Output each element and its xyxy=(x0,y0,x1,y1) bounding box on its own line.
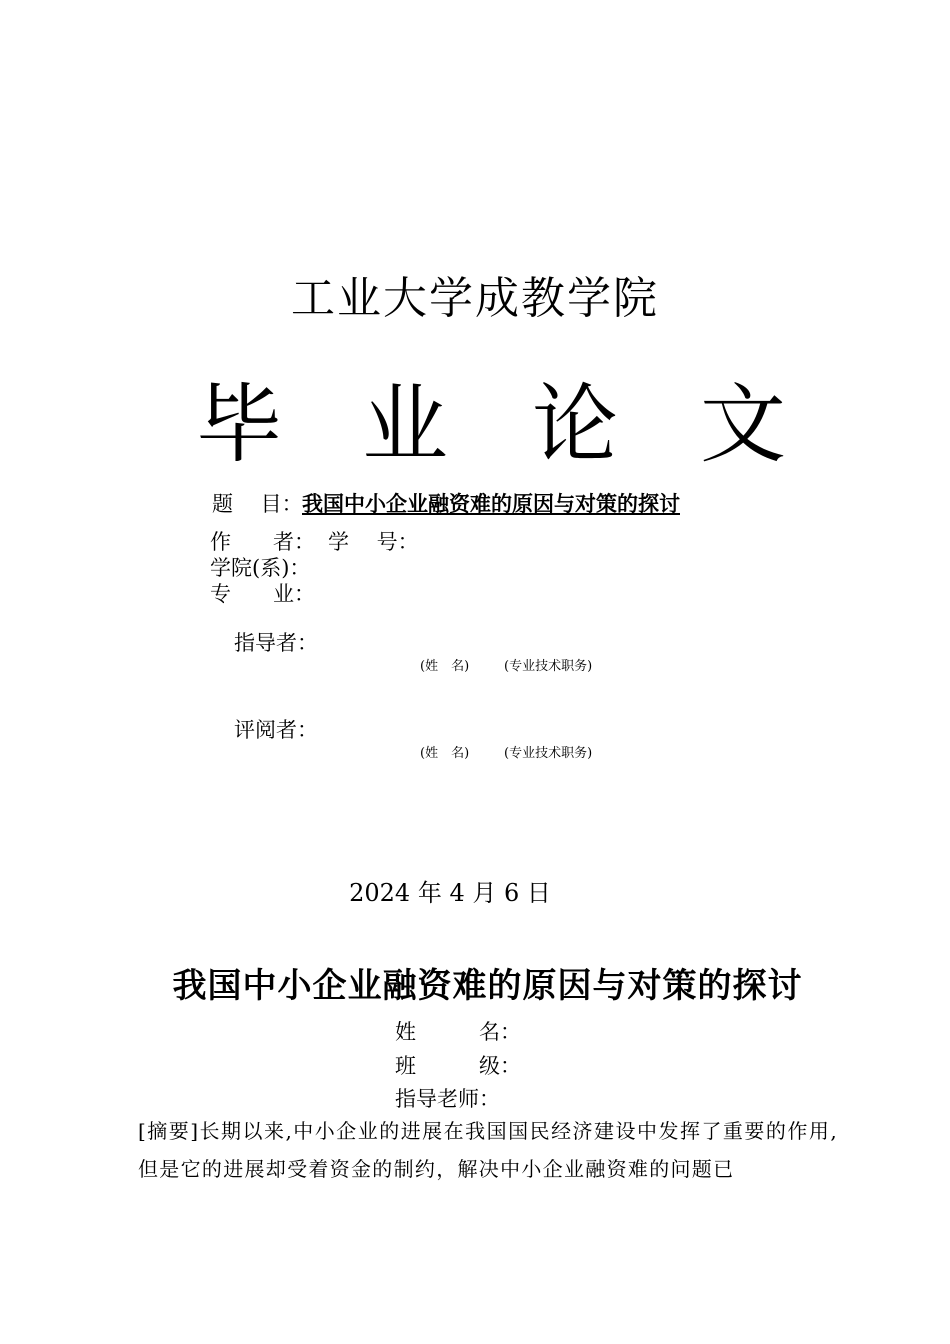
school-name: 工业大学成教学院 xyxy=(291,273,659,324)
reviewer-hint-name: (姓 名) xyxy=(420,746,470,761)
doc-type-char-1: 毕 xyxy=(196,375,282,475)
advisor-hint-name: (姓 名) xyxy=(420,659,470,674)
advisor-hint-title: (专业技术职务) xyxy=(504,659,593,674)
paper-advisor-label: 指导老师： xyxy=(395,1087,500,1111)
college-label: 学院(系)： xyxy=(210,556,311,580)
title-label: 题 目： xyxy=(212,492,303,516)
reviewer-label: 评阅者： xyxy=(234,718,318,742)
student-no-label: 学 号： xyxy=(328,530,419,554)
abstract-paragraph: [摘要]长期以来,中小企业的进展在我国国民经济建设中发挥了重要的作用,但是它的进展却受着资金的制约，解决中小企业融资难的问题已 xyxy=(138,1119,838,1181)
paper-title: 我国中小企业融资难的原因与对策的探讨 xyxy=(172,966,803,1006)
name-label: 姓 名： xyxy=(395,1020,521,1044)
title-value: 我国中小企业融资难的原因与对策的探讨 xyxy=(302,491,680,516)
major-label: 专 业： xyxy=(210,582,315,606)
author-label: 作 者： xyxy=(210,530,315,554)
advisor-label: 指导者： xyxy=(234,631,318,655)
class-label: 班 级： xyxy=(395,1054,521,1078)
doc-type-char-4: 文 xyxy=(700,375,786,475)
cover-title-row xyxy=(212,488,680,518)
cover-date: 2024 年 4 月 6 日 xyxy=(349,879,551,907)
doc-type-char-2: 业 xyxy=(362,375,448,475)
doc-type-char-3: 论 xyxy=(532,375,618,475)
reviewer-hint-title: (专业技术职务) xyxy=(504,746,593,761)
